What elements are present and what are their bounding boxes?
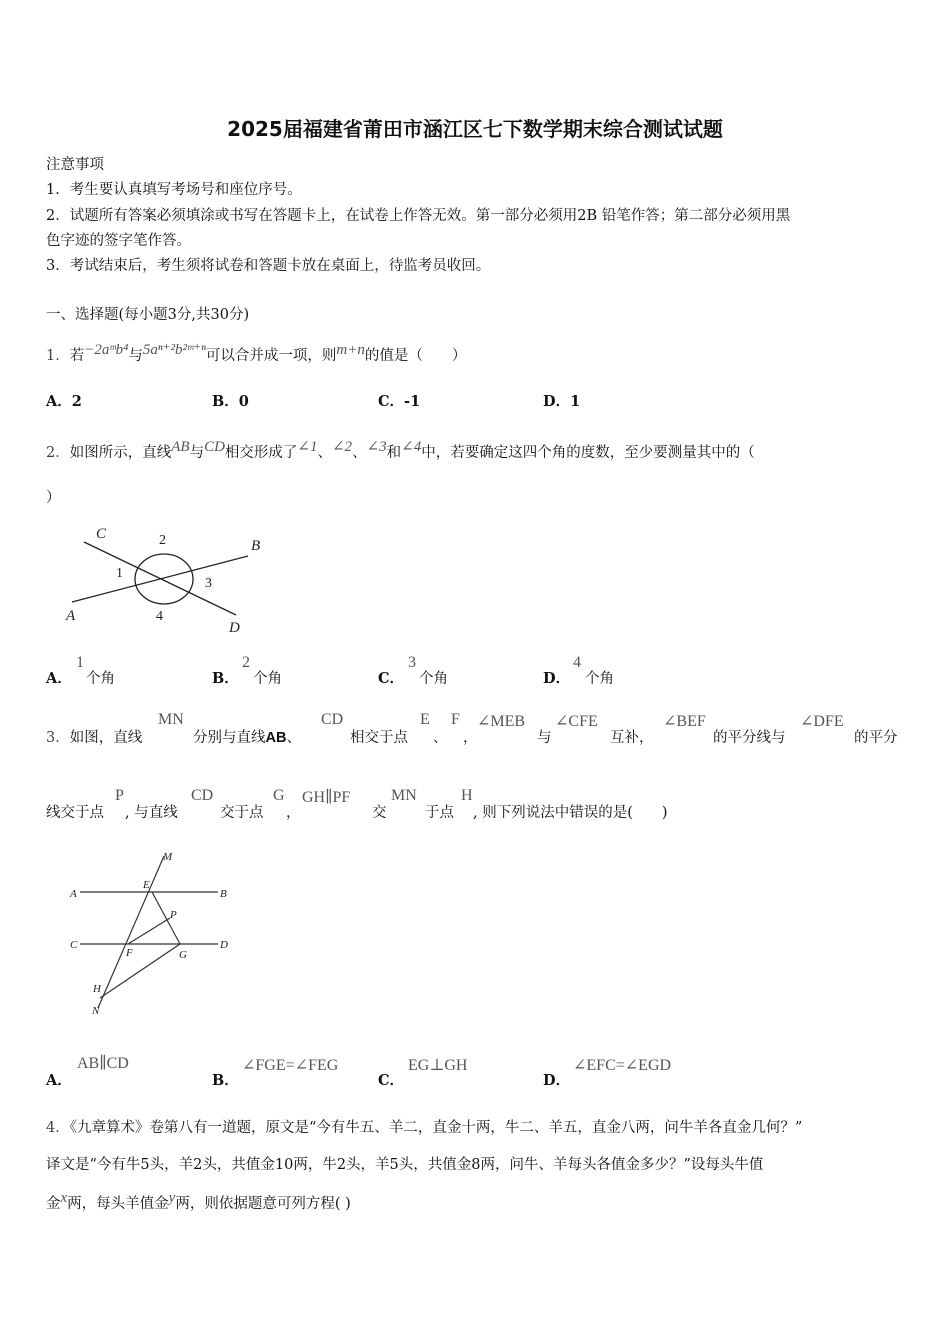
option-b-expr: ∠FGE=∠FEG	[242, 1057, 339, 1074]
question-1: 1．若$^{-2aᵐb^4}$与$^{5a^{n+2}b^2ᵐ^{+n}}$可以合并成一项，则$^{m+n}$的值是（ ）	[46, 342, 467, 364]
notice-item: 3．考试结束后，考生须将试卷和答题卡放在桌面上，待监考员收回。	[46, 258, 491, 274]
notice-heading: 注意事项	[46, 157, 104, 173]
figure-intersecting-lines	[60, 520, 280, 645]
label-e: E	[143, 879, 150, 891]
label-f: F	[126, 947, 133, 959]
math-expr: −2aᵐb⁴	[84, 342, 129, 358]
option-b: B．	[212, 1072, 239, 1089]
label-angle-4: 4	[156, 609, 163, 624]
label-d: D	[220, 939, 228, 951]
option-c-expr: EG⊥GH	[408, 1057, 468, 1074]
option-a: A．	[46, 1072, 72, 1089]
option-d: D．1	[543, 393, 581, 410]
label-d: D	[229, 620, 240, 636]
question-3: 3．如图，直线	[46, 730, 143, 746]
label-angle-1: 1	[116, 566, 123, 581]
option-d: D．	[543, 670, 571, 687]
section-heading: 一、选择题(每小题3分,共30分)	[46, 307, 250, 323]
question-2: 2．如图所示，直线$^{AB}$与$^{CD}$相交形成了$^{\angle 1}$、$^{\angle 2}$、$^{\angle 3}$和$^{\angle 4}$中，若要确定这四个角的度数，至少要测量其中的（	[46, 439, 755, 461]
question-number: 2．	[46, 444, 70, 461]
question-number: 1．	[46, 347, 70, 364]
notice-item: 2．试题所有答案必须填涂或书写在答题卡上，在试卷上作答无效。第一部分必须用2B 铅笔作答；第二部分必须用黑	[46, 208, 791, 224]
option-b: B．	[212, 670, 239, 687]
notice-item: 1．考生要认真填写考场号和座位序号。	[46, 182, 302, 198]
question-4: 4．《九章算术》卷第八有一道题，原文是“今有牛五、羊二，直金十两，牛二、羊五，直金八两，问牛羊各直金几何？”	[46, 1120, 803, 1136]
option-d-expr: ∠EFC=∠EGD	[573, 1057, 672, 1074]
label-n: N	[92, 1005, 100, 1017]
option-d: D．	[543, 1072, 571, 1089]
label-b: B	[251, 538, 261, 554]
option-c: C．-1	[378, 393, 421, 410]
label-c: C	[96, 526, 107, 542]
figure-parallel-lines	[60, 848, 250, 1020]
label-h: H	[93, 983, 101, 995]
label-m: M	[163, 851, 173, 863]
question-4-line2: 译文是“今有牛5头，羊2头，共值金10两，牛2头，羊5头，共值金8两，问牛、羊每头各值金多少？”设每头牛值	[46, 1157, 764, 1173]
option-c: C．	[378, 1072, 405, 1089]
question-2-close: ）	[46, 490, 61, 506]
label-angle-2: 2	[159, 533, 166, 548]
label-a: A	[66, 608, 76, 624]
label-b: B	[220, 888, 227, 900]
math-expr: 5aⁿ⁺²b²ᵐ⁺ⁿ	[142, 342, 206, 358]
document-title: 2025届福建省莆田市涵江区七下数学期末综合测试试题	[227, 117, 723, 141]
label-g: G	[179, 949, 187, 961]
option-b: B．0	[212, 393, 249, 410]
notice-item: 色字迹的签字笔作答。	[46, 233, 191, 249]
option-a: A．	[46, 670, 72, 687]
option-c: C．	[378, 670, 405, 687]
math-expr: m+n	[336, 342, 365, 358]
label-a: A	[70, 888, 77, 900]
option-a: A．2	[46, 393, 82, 410]
label-angle-3: 3	[205, 576, 212, 591]
option-a-expr: AB∥CD	[77, 1055, 129, 1072]
label-c: C	[70, 939, 78, 951]
question-4-line3: 金$^x$两，每头羊值金$^y$两，则依据题意可列方程( )	[46, 1190, 351, 1212]
label-p: P	[170, 909, 177, 921]
